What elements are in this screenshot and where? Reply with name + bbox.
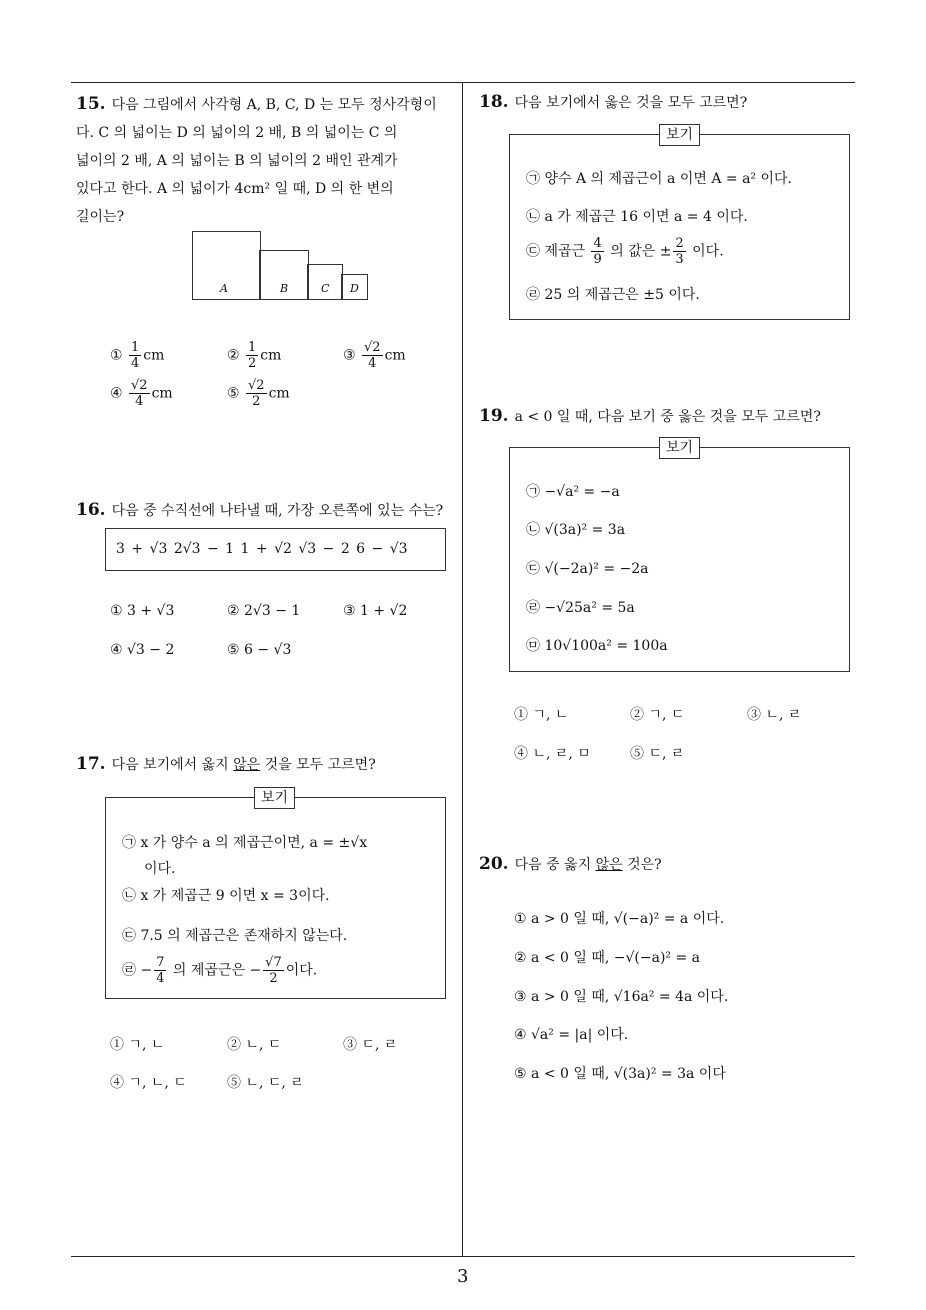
choice-mark: ⑤ — [227, 385, 240, 402]
question-text: 다음 중 옳지 — [514, 857, 596, 873]
question-19 — [479, 402, 859, 431]
item-mark: ㉣ — [526, 600, 540, 616]
item-text: −√a² = −a — [544, 484, 620, 500]
item-text: x 가 양수 a 의 제곱근이면, a = ±√x — [140, 835, 368, 851]
denominator: 9 — [593, 252, 602, 267]
item-text: 이다. — [285, 962, 318, 979]
label-c: C — [321, 282, 330, 295]
choice-mark: ⑤ — [227, 642, 240, 658]
denominator: 4 — [135, 394, 144, 409]
fraction — [362, 340, 383, 371]
item-text: 7.5 의 제곱근은 존재하지 않는다. — [140, 928, 348, 944]
choice-1[interactable] — [110, 340, 164, 371]
choice-5[interactable] — [227, 378, 290, 409]
choice-2[interactable] — [514, 947, 700, 967]
bogi-item-4 — [526, 284, 700, 304]
bogi-item-2 — [526, 206, 748, 226]
item-mark: ㉣ — [122, 962, 136, 979]
label-d: D — [350, 282, 359, 295]
choice-mark: ① — [110, 603, 123, 619]
choice-2[interactable] — [630, 704, 684, 724]
fraction — [591, 236, 603, 267]
question-text: 다음 보기에서 옳은 것을 모두 고르면? — [514, 95, 748, 111]
bogi-item-2 — [122, 885, 330, 905]
bogi-label: 보기 — [659, 437, 700, 459]
numerator: √2 — [248, 378, 265, 393]
question-number: 19. — [479, 406, 509, 426]
question-number: 20. — [479, 854, 509, 874]
underlined-text: 않은 — [595, 857, 623, 873]
choice-mark: ④ — [514, 1027, 527, 1043]
choice-3[interactable] — [747, 704, 801, 724]
label-b: B — [280, 282, 289, 295]
choice-text: 3 + √3 — [127, 603, 175, 619]
question-15 — [76, 90, 460, 231]
item-text: 이다. — [687, 243, 724, 260]
item-mark: ㉢ — [526, 243, 540, 260]
question-text: a < 0 일 때, 다음 보기 중 옳은 것을 모두 고르면? — [514, 409, 821, 425]
choice-1[interactable] — [110, 1034, 164, 1054]
fraction — [246, 340, 258, 371]
page-number: 3 — [457, 1266, 469, 1287]
choice-text: ㄱ, ㄴ, ㄷ — [128, 1075, 187, 1091]
choice-mark: ② — [227, 603, 240, 619]
item-text: √(−2a)² = −2a — [544, 561, 649, 577]
numerator: 4 — [593, 236, 602, 251]
numerator: 1 — [131, 340, 140, 355]
choice-text: 1 + √2 — [360, 603, 408, 619]
question-line: 다. C 의 넓이는 D 의 넓이의 2 배, B 의 넓이는 C 의 — [76, 125, 398, 141]
fraction — [129, 378, 150, 409]
numerator: 2 — [675, 236, 684, 251]
bogi-item-5 — [526, 635, 668, 655]
numerator: √2 — [131, 378, 148, 393]
item-text: x 가 제곱근 9 이면 x = 3이다. — [140, 888, 330, 904]
question-20 — [479, 850, 859, 879]
fraction — [246, 378, 267, 409]
choice-mark: ③ — [514, 989, 527, 1005]
denominator: 4 — [131, 356, 140, 371]
choice-mark: ② — [227, 347, 240, 364]
item-text: 양수 A 의 제곱근이 a 이면 A = a² 이다. — [544, 171, 792, 187]
bogi-item-4 — [122, 955, 317, 986]
bogi-item-1 — [122, 830, 367, 882]
denominator: 2 — [252, 394, 261, 409]
question-line: 넓이의 2 배, A 의 넓이는 B 의 넓이의 2 배인 관계가 — [76, 153, 398, 169]
item-text: 의 값은 ± — [605, 243, 672, 260]
item-mark: ㉡ — [526, 522, 540, 538]
bottom-rule — [71, 1256, 855, 1257]
item-text: √(3a)² = 3a — [544, 522, 626, 538]
unit: cm — [151, 385, 173, 402]
choice-mark: ① — [110, 1037, 124, 1053]
numerator: 1 — [248, 340, 257, 355]
choice-5[interactable] — [227, 1072, 304, 1092]
bogi-label: 보기 — [659, 124, 700, 146]
choice-text: ㄷ, ㄹ — [361, 1037, 398, 1053]
unit: cm — [260, 347, 282, 364]
choice-mark: ③ — [343, 347, 356, 364]
choice-mark: ④ — [110, 385, 123, 402]
question-number: 18. — [479, 92, 509, 112]
item-text: 25 의 제곱근은 ±5 이다. — [544, 287, 700, 303]
numerator: √2 — [364, 340, 381, 355]
choice-text: √a² = |a| 이다. — [531, 1027, 629, 1043]
choice-mark: ⑤ — [227, 1075, 241, 1091]
choice-text: a < 0 일 때, −√(−a)² = a — [531, 950, 700, 966]
choice-mark: ⑤ — [630, 746, 644, 762]
question-text: 다음 보기에서 옳지 — [111, 757, 234, 773]
choice-5[interactable] — [514, 1063, 726, 1083]
bogi-item-1 — [526, 481, 620, 501]
bogi-item-2 — [526, 519, 625, 539]
choice-3[interactable] — [343, 603, 407, 619]
choice-3[interactable] — [343, 1034, 397, 1054]
item-text: −√25a² = 5a — [544, 600, 635, 616]
column-divider — [462, 82, 463, 1256]
bogi-item-1 — [526, 168, 792, 188]
choice-2[interactable] — [227, 1034, 281, 1054]
choice-mark: ① — [110, 347, 123, 364]
choice-text: 6 − √3 — [244, 642, 292, 658]
choice-text: ㄴ, ㄹ — [765, 707, 802, 723]
question-number: 17. — [76, 754, 106, 774]
choice-mark: ① — [514, 707, 528, 723]
choice-mark: ② — [227, 1037, 241, 1053]
item-mark: ㉠ — [122, 835, 136, 851]
item-mark: ㉣ — [526, 287, 540, 303]
choice-mark: ⑤ — [514, 1066, 527, 1082]
item-mark: ㉢ — [122, 928, 136, 944]
question-18 — [479, 88, 859, 117]
choice-4[interactable] — [110, 642, 174, 658]
item-text: 의 제곱근은 − — [168, 962, 262, 979]
choice-mark: ④ — [110, 642, 123, 658]
numbers-list: 3 + √3 2√3 − 1 1 + √2 √3 − 2 6 − √3 — [116, 541, 408, 557]
choice-4[interactable] — [110, 1072, 187, 1092]
choice-text: a > 0 일 때, √16a² = 4a 이다. — [531, 989, 729, 1005]
choice-3[interactable] — [343, 340, 406, 371]
choice-4[interactable] — [110, 378, 173, 409]
fraction — [263, 955, 284, 986]
choice-1[interactable] — [110, 603, 174, 619]
denominator: 4 — [368, 356, 377, 371]
question-number: 15. — [76, 94, 106, 114]
choice-text: ㄷ, ㄹ — [648, 746, 685, 762]
choice-mark: ② — [514, 950, 527, 966]
choice-text: a < 0 일 때, √(3a)² = 3a 이다 — [531, 1066, 726, 1082]
choice-3[interactable] — [514, 986, 728, 1006]
choice-2[interactable] — [227, 603, 300, 619]
question-17 — [76, 750, 460, 779]
item-mark: ㉡ — [122, 888, 136, 904]
choice-mark: ① — [514, 911, 527, 927]
item-mark: ㉠ — [526, 484, 540, 500]
fraction — [154, 955, 166, 986]
item-text: − — [140, 962, 153, 979]
bogi-item-4 — [526, 597, 635, 617]
top-rule — [71, 82, 855, 83]
bogi-item-3 — [526, 558, 649, 578]
question-number: 16. — [76, 500, 106, 520]
item-text: 이다. — [144, 861, 176, 877]
choice-mark: ③ — [343, 1037, 357, 1053]
question-line: 다음 그림에서 사각형 A, B, C, D 는 모두 정사각형이 — [111, 97, 437, 113]
choice-text: ㄴ, ㄹ, ㅁ — [532, 746, 591, 762]
label-a: A — [220, 282, 228, 295]
choice-1[interactable] — [514, 908, 724, 928]
choice-text: ㄴ, ㄷ, ㄹ — [245, 1075, 304, 1091]
fraction — [129, 340, 141, 371]
bogi-item-3 — [526, 236, 724, 267]
choice-4[interactable] — [514, 743, 591, 763]
denominator: 4 — [156, 971, 165, 986]
item-mark: ㉡ — [526, 209, 540, 225]
question-line: 길이는? — [76, 209, 125, 225]
denominator: 2 — [269, 971, 278, 986]
choice-text: √3 − 2 — [127, 642, 175, 658]
bogi-item-3 — [122, 925, 347, 945]
question-line: 있다고 한다. A 의 넓이가 4cm² 일 때, D 의 한 변의 — [76, 181, 394, 197]
question-16 — [76, 496, 460, 525]
item-text: 10√100a² = 100a — [544, 638, 668, 654]
choice-mark: ③ — [343, 603, 356, 619]
item-mark: ㉠ — [526, 171, 540, 187]
question-text: 것을 모두 고르면? — [260, 757, 376, 773]
choice-mark: ③ — [747, 707, 761, 723]
numerator: 7 — [156, 955, 165, 970]
unit: cm — [384, 347, 406, 364]
choice-5[interactable] — [227, 642, 291, 658]
fraction — [673, 236, 685, 267]
choice-5[interactable] — [630, 743, 684, 763]
underlined-text: 않은 — [233, 757, 261, 773]
question-text: 것은? — [622, 857, 662, 873]
denominator: 2 — [248, 356, 257, 371]
choice-text: a > 0 일 때, √(−a)² = a 이다. — [531, 911, 725, 927]
unit: cm — [143, 347, 165, 364]
choice-text: ㄴ, ㄷ — [245, 1037, 282, 1053]
item-mark: ㉤ — [526, 638, 540, 654]
numerator: √7 — [265, 955, 282, 970]
numbers-box — [105, 528, 446, 571]
choice-1[interactable] — [514, 704, 568, 724]
choice-mark: ④ — [110, 1075, 124, 1091]
denominator: 3 — [675, 252, 684, 267]
choice-text: ㄱ, ㄴ — [532, 707, 569, 723]
choice-mark: ② — [630, 707, 644, 723]
choice-4[interactable] — [514, 1024, 628, 1044]
choice-text: 2√3 − 1 — [244, 603, 301, 619]
item-text: a 가 제곱근 16 이면 a = 4 이다. — [544, 209, 748, 225]
choice-text: ㄱ, ㄴ — [128, 1037, 165, 1053]
item-mark: ㉢ — [526, 561, 540, 577]
unit: cm — [268, 385, 290, 402]
choice-2[interactable] — [227, 340, 281, 371]
choice-mark: ④ — [514, 746, 528, 762]
choice-text: ㄱ, ㄷ — [648, 707, 685, 723]
question-text: 다음 중 수직선에 나타낼 때, 가장 오른쪽에 있는 수는? — [111, 503, 444, 519]
item-text: 제곱근 — [544, 243, 590, 260]
bogi-label: 보기 — [254, 787, 295, 809]
